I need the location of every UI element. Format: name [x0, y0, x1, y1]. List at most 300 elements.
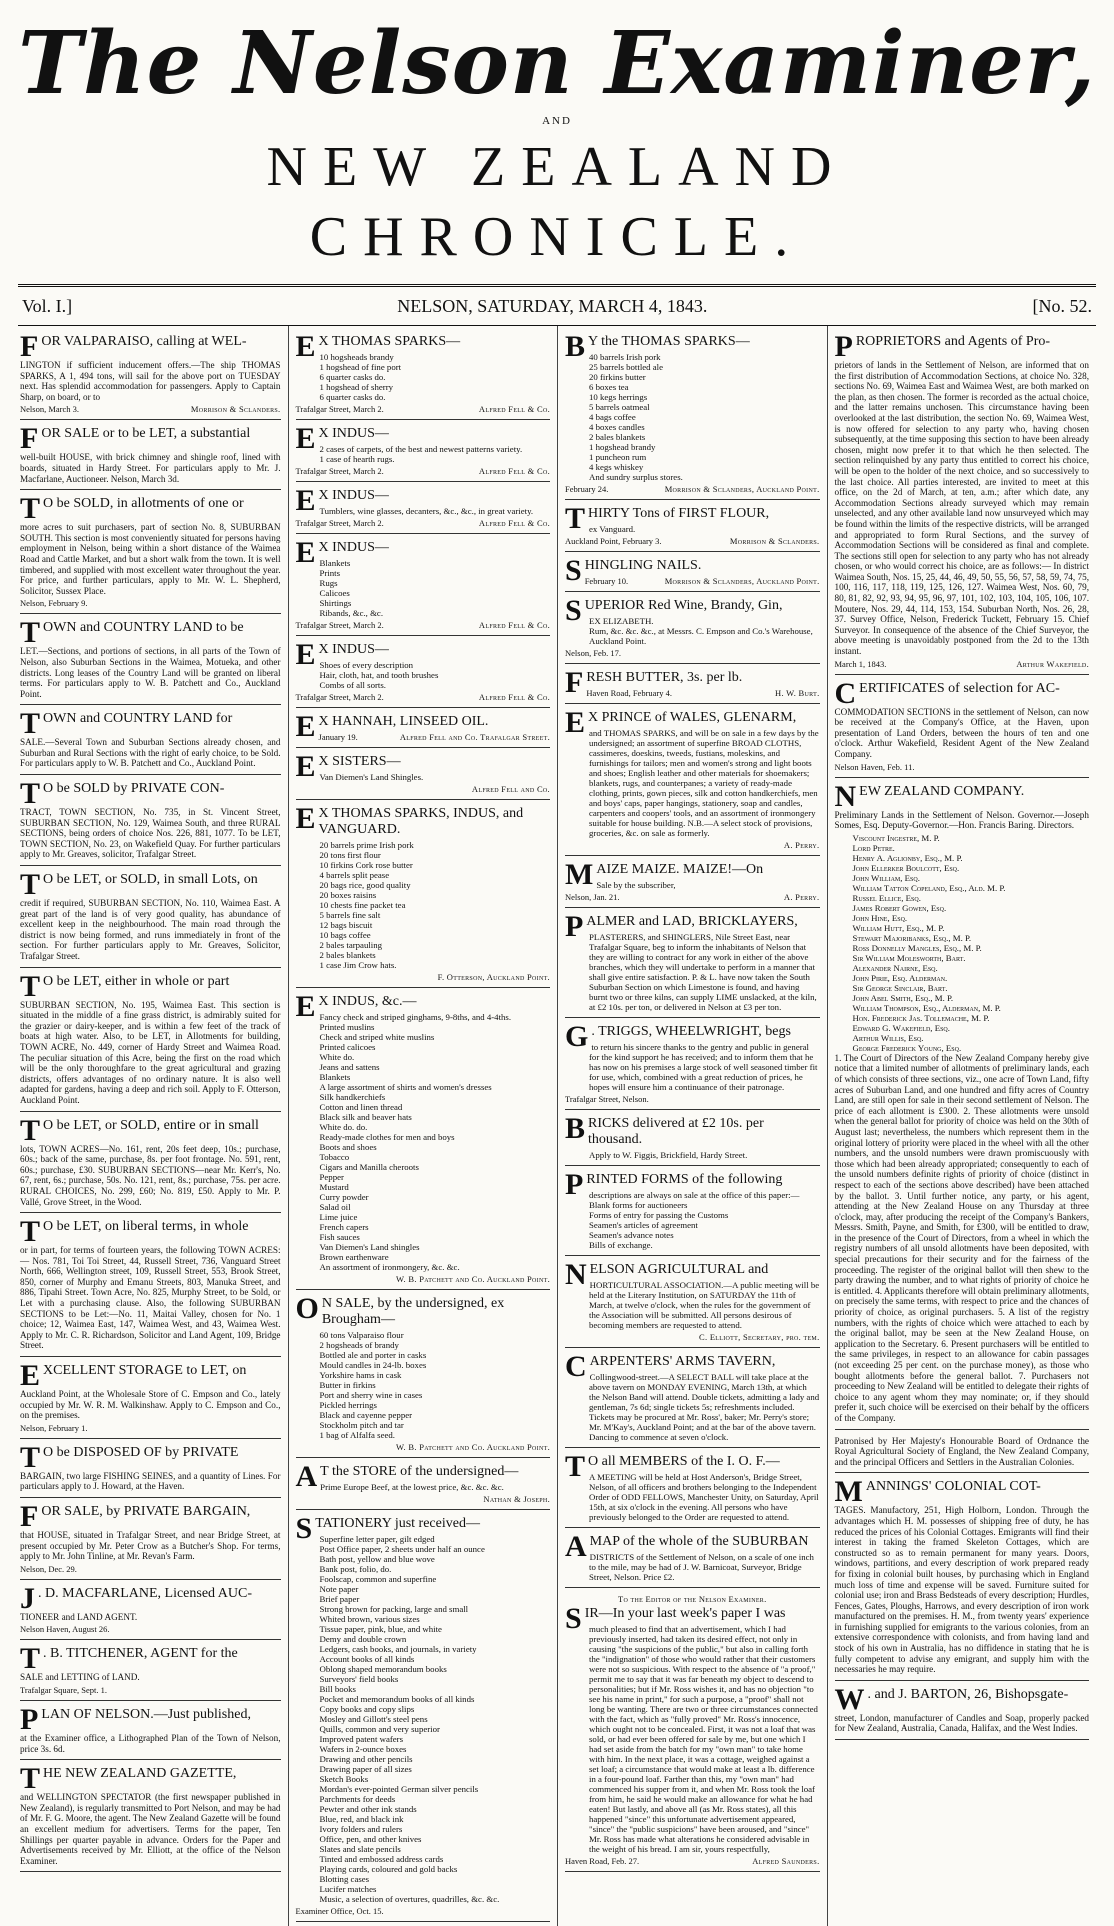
advertisement: [20, 709, 281, 775]
signature-place: Haven Road, February 4.: [586, 688, 673, 698]
director-name: Sir William Molesworth, Bart.: [852, 952, 966, 963]
advert-signature: [296, 620, 551, 630]
heading-text: HE NEW ZEALAND GAZETTE,: [43, 1766, 237, 1782]
list-item: 1 case of hearth rugs.: [319, 454, 395, 464]
list-item: Mordan's ever-pointed German silver pencils: [319, 1784, 479, 1794]
list-item: Pocket and memorandum books of all kinds: [319, 1694, 475, 1704]
advert-heading: [834, 676, 1090, 710]
advert-heading: [834, 330, 1090, 363]
list-item: 2 bales blankets: [319, 950, 376, 960]
list-item: 4 boxes candles: [589, 422, 645, 432]
signature-name: Alfred Fell & Co.: [478, 404, 550, 414]
list-item: Tobacco: [319, 1152, 350, 1162]
heading-text: OR VALPARAISO, calling at WEL-: [41, 334, 247, 349]
signature-place: Examiner Office, Oct. 15.: [295, 1906, 384, 1916]
list-item: Yorkshire hams in cask: [319, 1370, 402, 1380]
list-item: Calicoes: [319, 588, 350, 598]
advertisement: [565, 1170, 820, 1256]
list-item: Bills of exchange.: [589, 1240, 653, 1250]
newspaper-title: The Nelson Examiner,: [18, 13, 1096, 114]
list-item: 1 puncheon rum: [589, 452, 647, 462]
signature-name: Arthur Wakefield.: [1016, 658, 1089, 669]
signature-name: A. Perry.: [783, 840, 820, 850]
list-item: to return his sincere thanks to the gentry and public in general for the kind support he has received; and to inform them that he has now on his premises a large stock of well seasoned timber fit for use, which, combined with a great reduction of prices, he hopes will ensure him a continuance of their patronage.: [589, 1042, 818, 1092]
advert-body: COMMODATION SECTIONS in the settlement of Nelson, can now be received at the Company's Office, at the Haven, upon presentation of Land Orders, between the hours of ten and one o'clock. Arthur Wakefield, Resident Agent of the New Zealand Company.: [834, 706, 1089, 759]
drop-capital: A: [565, 1530, 587, 1563]
signature-place: Nelson, Jan. 21.: [565, 892, 620, 902]
list-item: 25 barrels bottled ale: [589, 362, 664, 372]
list-item: PLASTERERS, and SHINGLERS, Nile Street East, near Trafalgar Square, beg to inform the inhabitants of Nelson that they are willing to contract for any work in either of the above branches, which they will undertake to perform in a manner that shall give entire satisfaction. P. & L. have now taken the South Suburban Section on which Limestone is found, and having burnt two or three kilns, can supply LIME unslacked, at the kiln, at £2 10s. per ton, or delivered in Nelson at £3 per ton.: [589, 932, 817, 1012]
advert-heading: [20, 616, 281, 650]
list-item: Playing cards, coloured and gold backs: [319, 1864, 458, 1874]
advert-body: Preliminary Lands in the Settlement of Nelson. Governor.—Joseph Somes, Esq. Deputy-Governor.—Hon. Francis Baring. Directors.: [834, 809, 1089, 831]
heading-text: X INDUS—: [318, 426, 389, 441]
list-item: Surveyors' field books: [319, 1674, 399, 1684]
advertisement: [20, 969, 281, 1112]
list-item: Improved patent wafers: [319, 1734, 404, 1744]
list-item: French capers: [319, 1222, 369, 1232]
heading-text: ARPENTERS' ARMS TAVERN,: [589, 1354, 776, 1369]
director-name: William Tatton Copeland, Esq., Ald. M. P.: [852, 882, 1006, 893]
list-item: Van Diemen's Land Shingles.: [319, 772, 424, 782]
director-name: John Abel Smith, Esq., M. P.: [852, 992, 954, 1003]
heading-text: OWN and COUNTRY LAND for: [43, 711, 233, 727]
advertisement: [835, 1434, 1090, 1474]
heading-text: X INDUS—: [318, 488, 389, 503]
drop-capital: T: [20, 492, 41, 526]
advertisement: [20, 618, 281, 705]
heading-text: X HANNAH, LINSEED OIL.: [318, 714, 489, 729]
signature-place: Trafalgar Street, March 2.: [295, 404, 384, 414]
drop-capital: B: [565, 330, 586, 363]
advertisement: [565, 912, 820, 1018]
drop-capital: E: [295, 422, 316, 455]
advert-heading: [20, 1215, 281, 1249]
advert-heading: [20, 1359, 281, 1393]
list-item: Tissue paper, pink, blue, and white: [319, 1624, 442, 1634]
drop-capital: E: [295, 750, 316, 783]
heading-text: ANNINGS' COLONIAL COT-: [865, 1479, 1041, 1495]
list-item: Ribands, &c., &c.: [319, 608, 384, 618]
advert-signature: [296, 1494, 551, 1504]
list-item: Bank post, folio, do.: [319, 1564, 392, 1574]
advert-signature: [565, 892, 820, 902]
advert-heading: [565, 910, 820, 943]
drop-capital: E: [565, 706, 586, 739]
heading-text: OWN and COUNTRY LAND to be: [43, 620, 244, 636]
list-item: 4 bags coffee: [589, 412, 636, 422]
list-item: Rum, &c. &c. &c., at Messrs. C. Empson and Co.'s Warehouse, Auckland Point.: [589, 626, 813, 646]
advert-body: and WELLINGTON SPECTATOR (the first newspaper published in New Zealand), is regularly transmitted to Port Nelson, and may be had of Mr. F. G. Moore, the agent. The New Zealand Gazette will be found an excellent medium for advertisers. Terms for the paper, Ten Shillings per quarter payable in advance. Orders for the Paper and Advertisements received by Mr. Elliott, at the office of the Nelson Examiner.: [20, 1792, 281, 1866]
list-item: Cotton and linen thread: [319, 1102, 403, 1112]
advertisement: [20, 1644, 281, 1701]
heading-text: O be SOLD, in allotments of one or: [43, 496, 244, 512]
director-name: Viscount Ingestre, M. P.: [852, 832, 940, 843]
list-item: 60 tons Valparaiso flour: [319, 1330, 404, 1340]
list-item: And sundry surplus stores.: [589, 472, 683, 482]
list-item: Lucifer matches: [319, 1884, 377, 1894]
advert-heading: [20, 1642, 281, 1676]
list-item: An assortment of ironmongery, &c. &c.: [319, 1262, 460, 1272]
advertisement: [20, 1440, 281, 1498]
list-item: 10 kegs herrings: [589, 392, 648, 402]
list-item: 6 quarter casks do.: [319, 392, 386, 402]
advert-body: TRACT, TOWN SECTION, No. 735, in St. Vincent Street, SUBURBAN SECTION, No. 129, Waimea South, and three RURAL SECTIONS, being orders of choice Nos. 226, 881, 1077. To be LET, TOWN SECTION, No. 23, on Wakefield Quay. For further particulars apply to Mr. Greaves, solicitor, Trafalgar Street.: [20, 807, 281, 860]
list-item: ex Vanguard.: [589, 524, 636, 534]
newspaper-subtitle: NEW ZEALAND CHRONICLE.: [266, 136, 848, 268]
masthead-and: AND: [542, 115, 572, 127]
list-item: Black and cayenne pepper: [319, 1410, 413, 1420]
advert-signature: [565, 1332, 820, 1342]
advertisement: [834, 676, 1090, 778]
drop-capital: E: [295, 330, 316, 363]
drop-capital: T: [20, 1762, 41, 1796]
drop-capital: E: [295, 990, 316, 1023]
signature-name: Alfred Fell and Co. Trafalgar Street.: [399, 732, 550, 742]
heading-text: RINTED FORMS of the following: [586, 1172, 783, 1187]
list-item: Drawing paper of all sizes: [319, 1764, 412, 1774]
advert-signature: [565, 648, 820, 658]
drop-capital: P: [20, 1702, 39, 1736]
heading-text: OR SALE, by PRIVATE BARGAIN,: [41, 1504, 251, 1519]
advert-signature: [296, 404, 551, 414]
advertisement: [20, 494, 281, 614]
item-list: [320, 352, 551, 402]
director-name: George Frederick Young, Esq.: [852, 1042, 962, 1053]
column-1: [18, 326, 288, 1926]
advertisement: [296, 712, 551, 748]
drop-capital: P: [565, 910, 584, 943]
advertisement: [296, 752, 551, 800]
list-item: Copy books and copy slips: [319, 1704, 415, 1714]
advert-heading: [20, 777, 281, 811]
list-item: Slates and slate pencils: [319, 1844, 401, 1854]
director-name: Sir George Sinclair, Bart.: [852, 982, 948, 993]
list-item: White do. do.: [319, 1122, 368, 1132]
list-item: 5 barrels oatmeal: [589, 402, 650, 412]
advert-heading: [565, 1530, 820, 1563]
list-item: Apply to W. Figgis, Brickfield, Hardy Street.: [589, 1150, 748, 1160]
director-name: Edward G. Wakefield, Esq.: [852, 1022, 950, 1033]
drop-capital: G: [565, 1020, 589, 1053]
list-item: 5 barrels fine salt: [319, 910, 381, 920]
article-columns: [18, 325, 1096, 1916]
list-item: Whited brown, various sizes: [319, 1614, 420, 1624]
signature-place: Haven Road, Feb. 27.: [565, 1856, 640, 1866]
list-item: 20 bags rice, good quality: [319, 880, 411, 890]
advert-body: street, London, manufacturer of Candles and Soap, properly packed for New Zealand, Australia, Canada, Halifax, and the West Indies.: [834, 1712, 1089, 1734]
advertisement: [20, 870, 281, 968]
advert-signature: [20, 1564, 281, 1574]
advert-heading: [20, 1500, 281, 1533]
list-item: Pickled herrings: [319, 1400, 377, 1410]
signature-name: Alfred Fell & Co.: [478, 466, 550, 476]
list-item: 10 bags coffee: [319, 930, 371, 940]
heading-text: X THOMAS SPARKS, INDUS, and VANGUARD.: [318, 806, 524, 837]
heading-text: O be LET, on liberal terms, in whole: [43, 1219, 249, 1235]
list-item: Shirtings: [319, 598, 352, 608]
list-item: Drawing and other pencils: [319, 1754, 413, 1764]
signature-place: March 1, 1843.: [834, 658, 887, 669]
advertisement: [565, 1114, 820, 1166]
advertisement: [565, 1532, 820, 1588]
list-item: Bill books: [319, 1684, 356, 1694]
director-name: Alexander Nairne, Esq.: [852, 962, 938, 973]
advert-signature: [296, 518, 551, 528]
advertisement: [296, 640, 551, 708]
drop-capital: N: [834, 779, 857, 813]
list-item: Jeans and sattens: [319, 1062, 380, 1072]
advertisement: [296, 1294, 551, 1458]
advertisement: [565, 332, 820, 500]
list-item: Wafers in 2-ounce boxes: [319, 1744, 407, 1754]
advert-heading: [20, 422, 281, 456]
advert-body: BARGAIN, two large FISHING SEINES, and a quantity of Lines. For particulars apply to J. Howard, at the Haven.: [20, 1470, 281, 1492]
director-name: Ross Donnelly Mangles, Esq., M. P.: [852, 942, 982, 953]
list-item: A MEETING will be held at Host Anderson's, Bridge Street, Nelson, of all officers and brothers belonging to the Independent Order of ODD FELLOWS, Manchester Unity, on Saturday, April 15th, at six o'clock in the evening. All persons who have previously belonged to the Order are requested to attend.: [589, 1472, 819, 1522]
advertisement: [20, 424, 281, 490]
drop-capital: O: [295, 1292, 319, 1325]
signature-name: Morrison & Sclanders, Auckland Point.: [664, 576, 820, 586]
advert-signature: [20, 404, 281, 414]
signature-name: Alfred Fell & Co.: [478, 692, 550, 702]
advert-heading: [20, 330, 281, 363]
volume-label: Vol. I.]: [22, 295, 73, 316]
signature-name: Alfred Fell & Co.: [478, 620, 550, 630]
list-item: Strong brown for packing, large and small: [319, 1604, 469, 1614]
list-item: 6 quarter casks do.: [319, 372, 386, 382]
advert-heading: [565, 1350, 820, 1383]
heading-text: O be LET, or SOLD, entire or in small: [43, 1117, 259, 1133]
advert-body: that HOUSE, situated in Trafalgar Street, and near Bridge Street, at present occupied by Mr. Peter Crow as a Butcher's Shop. For terms, apply to Mr. John Tinline, at Mr. Revan's Farm.: [20, 1530, 281, 1562]
advert-body: more acres to suit purchasers, part of section No. 8, SUBURBAN SOUTH. This section is most conveniently situated for persons having employment in Nelson, being within a short distance of the Waimea Road and Cattle Market, and but a short walk from the town. It is well timbered, and supplied with most excellent water throughout the year. For price, and further particulars, apply to Mr. W. L. Shepherd, Solicitor, Sussex Place.: [20, 522, 281, 596]
list-item: 12 bags biscuit: [319, 920, 373, 930]
drop-capital: P: [565, 1168, 584, 1201]
list-item: Rugs: [319, 578, 338, 588]
signature-place: Nelson, Feb. 17.: [565, 648, 621, 658]
director-name: John Pirie, Esq. Alderman.: [852, 972, 948, 983]
item-list: [589, 932, 820, 1012]
advert-signature: [565, 1094, 820, 1104]
advert-heading: [20, 1113, 281, 1147]
list-item: 20 boxes raisins: [319, 890, 377, 900]
advert-body: or in part, for terms of fourteen years, the following TOWN ACRES:— Nos. 781, Toi Toi Street, 44, Russell Street, 736, Vanguard Street North, 666, Wellington street, 109, Russell Street, 553, Brook Street, 850, corner of Murphy and Emanu Streets, 803, Manuka Street, and 886, Tipahi Street. Town Acre, No. 825, Murphy Street, to be Sold, or Let with a purchasing clause. Also, the following SUBURBAN SECTIONS to be Let:—No. 11, Maitai Valley, chosen for No. 1 choice; 12, Waimea East, 147, Waimea West, and 43, Waimea West. Apply to Mr. C. R. Richardson, Solicitor and Land Agent, 109, Bridge Street.: [20, 1245, 281, 1351]
advert-heading: [20, 1762, 281, 1796]
director-name: William Hutt, Esq., M. P.: [852, 922, 945, 933]
list-item: Van Diemen's Land shingles: [319, 1242, 420, 1252]
drop-capital: A: [295, 1460, 318, 1493]
advert-heading: [565, 1020, 820, 1053]
list-item: Blankets: [319, 1072, 351, 1082]
director-name: Hon. Frederick Jas. Tollemache, M. P.: [852, 1012, 990, 1023]
advert-signature: [565, 1856, 820, 1866]
list-item: much pleased to find that an advertisement, which I had previously inserted, had taken its desired effect, not only in causing "the suspicions of the public," but also in calling forth the "indignation" of those who would rather that their customers were not so suspicious. With respect to the absence of "a proof," permit me to say that it was far beneath my object to descend to personalities; but if Mr. Ross wishes it, and has no objection "to see his name in print," for such a purpose, a "proof" shall not long be wanting. There are two or three circumstances connected with the fact, which as "fully proved" Mr. Ross's innocence, which ought not to be concealed. First, it was not a loaf that was sold, or had ever been offered for sale by me, but one which I had set aside from the batch for my "own man" to take home with him. In the next place, it was a cottage, weighed against a set loaf; a circumstance that would make at least a lb. difference in a four-pound loaf. Farther than this, my "own man" had commenced his supper from it, and when Mr. Ross took the loaf from him, he said he would make an allowance for what he had eaten! But lastly, and above all (as Mr. Ross states), all this happened "since" this unfortunate advertisement appeared, "since" the "public suspicions" have been aroused, and "since" Mr. Ross has made what alterations he considered advisable in the weight of his bread. I am sir, yours respectfully,: [589, 1624, 818, 1854]
signature-name: H. W. Burt.: [775, 688, 820, 698]
advert-signature: [296, 466, 551, 476]
advertisement: [835, 332, 1090, 675]
drop-capital: P: [834, 330, 853, 363]
item-list: [320, 840, 551, 970]
list-item: 4 kegs whiskey: [589, 462, 644, 472]
list-item: 1 hogshead of sherry: [319, 382, 394, 392]
drop-capital: C: [834, 676, 857, 710]
advert-heading: [834, 1475, 1090, 1509]
heading-text: X INDUS—: [318, 642, 389, 657]
list-item: Butter in firkins: [319, 1380, 376, 1390]
signature-name: A. Perry.: [783, 892, 820, 902]
drop-capital: T: [20, 1642, 41, 1676]
list-item: 40 barrels Irish pork: [589, 352, 661, 362]
advert-signature: [319, 732, 550, 742]
advertisement: [296, 1514, 551, 1922]
drop-capital: B: [565, 1112, 586, 1145]
drop-capital: T: [20, 969, 41, 1003]
list-item: Shoes of every description: [319, 660, 414, 670]
advert-signature: [296, 1906, 551, 1916]
heading-text: XCELLENT STORAGE to LET, on: [43, 1363, 247, 1379]
signature-name: Alfred Fell and Co.: [471, 784, 550, 794]
drop-capital: M: [834, 1475, 863, 1509]
advertisement: [565, 668, 820, 704]
heading-text: RESH BUTTER, 3s. per lb.: [586, 670, 743, 685]
heading-text: O all MEMBERS of the I. O. F.—: [588, 1454, 780, 1469]
list-item: Quills, common and very superior: [319, 1724, 440, 1734]
advert-body: TAGES. Manufactory, 251, High Holborn, London. Through the advantages which H. M. possesses of shipping free of duty, he has reduced the prices of his Colonial Cottages. Emigrants will find their interest in taking the framed Skeleton Cottages, which are constructed so as to remain permanent for many years. Doors, windows, partitions, and every description of work prepared ready for fixing in colonial built houses, by purchasing which in England much loss of time and expense will be saved. Furniture suited for colonial use; iron and Brass Bedsteads of every description; Hurdles, Fences, Gates, Ploughs, Harrows, and every description of iron work manufactured on the premises. H. M., from twenty years' experience in furnishing supplied for emigrants to the various colonies, from an extensive correspondence with colonists, and from having land and stock of his own in Australia, has no diffidence in stating that he is fully competent to advise any emigrant, and supply him with the necessaries he may require.: [834, 1505, 1089, 1675]
advert-signature: [20, 1423, 281, 1433]
issue-date: NELSON, SATURDAY, MARCH 4, 1843.: [397, 295, 708, 316]
heading-text: ROPRIETORS and Agents of Pro-: [855, 334, 1051, 349]
signature-name: Alfred Saunders.: [752, 1856, 820, 1866]
list-item: Lime juice: [319, 1212, 358, 1222]
drop-capital: F: [20, 330, 39, 363]
list-item: Superfine letter paper, gilt edged: [319, 1534, 435, 1544]
list-item: 1 case Jim Crow hats.: [319, 960, 397, 970]
heading-text: HINGLING NAILS.: [584, 558, 702, 573]
drop-capital: T: [20, 1215, 41, 1249]
list-item: Brief paper: [319, 1594, 360, 1604]
item-list: [589, 728, 820, 838]
list-item: Fish sauces: [319, 1232, 360, 1242]
list-item: 6 boxes tea: [589, 382, 629, 392]
signature-place: Nelson, Dec. 29.: [20, 1563, 77, 1574]
drop-capital: F: [20, 1500, 39, 1533]
signature-name: C. Elliott, Secretary, pro. tem.: [699, 1332, 820, 1342]
list-item: Salad oil: [319, 1202, 351, 1212]
list-item: descriptions are always on sale at the office of this paper:—: [589, 1190, 800, 1200]
advert-heading: [565, 1258, 820, 1291]
advert-body: Auckland Point, at the Wholesale Store of C. Empson and Co., lately occupied by Mr. W. R. M. Walkinshaw. Apply to C. Empson and Co., on the premises.: [20, 1389, 281, 1421]
advertisement: [20, 1361, 281, 1439]
masthead: [18, 0, 1096, 272]
column-2: [288, 326, 558, 1926]
advertisement: [565, 1452, 820, 1528]
drop-capital: T: [20, 777, 41, 811]
signature-place: Trafalgar Street, March 2.: [295, 466, 384, 476]
advertisement: [565, 708, 820, 856]
list-item: 2 cases of carpets, of the best and newest patterns variety.: [319, 444, 523, 454]
signature-place: Nelson Haven, August 26.: [20, 1624, 110, 1635]
list-item: 1 bag of Alfalfa seed.: [319, 1430, 395, 1440]
heading-text: AIZE MAIZE. MAIZE!—On: [596, 862, 764, 877]
advertisement: [565, 1260, 820, 1348]
item-list: [589, 1150, 820, 1160]
heading-text: O be SOLD by PRIVATE CON-: [43, 781, 225, 797]
advert-body-continued: 1. The Court of Directors of the New Zealand Company hereby give notice that a limited number of allotments of preliminary lands, each of which consists of three sections, viz., one acre of Town Land, fifty acres of Suburban Land, and one hundred and fifty acres of Country Land, are still open for sale in their second settlement of Nelson. The price of each allotment is £300. 2. These allotments were unsold when the general ballot for priority of choice was held on the 30th of August last; nevertheless, the numbers which represent them in the original lottery of priority were placed in the wheel with all the other numbers, and the unsold numbers were drawn promiscuously with those which had been already appropriated; consequently to each of the unsold numbers definite rights of priority of choice (distinct in respect to each of the sections above described) have been attached by the ballot. 3. Until further notice, any party, or his agent, attending at the New Zealand House on any Thursday at three o'clock, may, after producing the receipt of the Company's Bankers, Messrs. Smith, Payne, and Smith, for £300, will be entitled to draw, in the presence of the Court of Directors, from a wheel in which the registry numbers of all unsold allotments have been deposited, with special precautions for their security and for the fairness of the proceeding. The register of the original ballot will then shew to the party drawing the number, and to what rights of priority of choice he is entitled. 4. Applicants therefore will obtain preliminary allotments, on precisely the same terms, with respect to price and the chances of priority of choice, as original purchasers. 5. A list of the registry numbers, with the rights of choice which were attached to each by the original ballot, may be seen at the New Zealand House, on application to the Secretary. 6. Present purchasers will be entitled to the same privileges, in respect to an allowance for cabin passages (not exceeding 25 per cent. on the purchase money), as those who bought allotments before the general ballot. 7. Purchasers not proceeding to New Zealand will be entitled to delegate their rights of choice to any agent whom they may nominate; or, if they should prefer it, such choice will be exercised on their behalf by the officers of the Company.: [834, 1052, 1089, 1423]
item-list: [320, 1482, 551, 1492]
list-item: Prime Europe Beef, at the lowest price, &c. &c. &c.: [320, 1482, 504, 1492]
item-list: [320, 1012, 551, 1272]
directors-list: [853, 833, 1090, 1053]
list-item: Blankets: [319, 558, 351, 568]
heading-text: EW ZEALAND COMPANY.: [859, 783, 1025, 799]
signature-place: January 19.: [318, 732, 358, 742]
drop-capital: T: [20, 1113, 41, 1147]
advertisement: [296, 486, 551, 534]
advert-heading: [834, 1682, 1090, 1716]
advertisement: [296, 424, 551, 482]
signature-name: Morrison & Sclanders.: [729, 536, 820, 546]
list-item: Check and striped white muslins: [319, 1032, 435, 1042]
advertisement: [20, 1113, 281, 1214]
signature-name: W. B. Patchett and Co. Auckland Point.: [395, 1442, 550, 1452]
advertisement: [20, 1581, 281, 1641]
drop-capital: S: [565, 554, 582, 587]
drop-capital: S: [565, 1602, 582, 1635]
item-list: [589, 1472, 820, 1522]
advert-body: LET.—Sections, and portions of sections, in all parts of the Town of Nelson, also Suburban Sections in the Waimea, Motueka, and other districts. Long leases of the Country Land will be granted on liberal terms. For particulars apply to W. B. Patchett and Co., Auckland Point.: [20, 646, 281, 699]
advert-body: SUBURBAN SECTION, No. 195, Waimea East. This section is situated in the middle of a fine grass district, is admirably suited for the grazier or dairy-keeper, and is within a few feet of the track of boats at high water. Also, to be LET, in Allotments for building, TOWN ACRE, No. 449, corner of Hardy Street and Waimea Road. The peculiar situation of this Acre, being the first on the road which will be the only thoroughfare to the great agricultural and grazing districts, offers advantages of no ordinary nature. It is also well adapted for gardens, having a deep and rich soil. Apply to F. Otterson, Auckland Point.: [20, 999, 281, 1105]
advert-heading: [20, 969, 281, 1003]
list-item: Office, pen, and other knives: [319, 1834, 422, 1844]
list-item: Post Office paper, 2 sheets under half an ounce: [319, 1544, 485, 1554]
advert-signature: [20, 1624, 281, 1634]
advertisement: [565, 1592, 820, 1872]
item-list: [589, 352, 820, 482]
list-item: 20 firkins butter: [589, 372, 646, 382]
list-item: 1 hogshead of fine port: [319, 362, 402, 372]
list-item: Tumblers, wine glasses, decanters, &c., &c., in great variety.: [319, 506, 534, 516]
list-item: Blue, red, and black ink: [319, 1814, 404, 1824]
heading-text: Y the THOMAS SPARKS—: [588, 334, 750, 349]
drop-capital: M: [565, 858, 594, 891]
advert-signature: [565, 484, 820, 494]
list-item: Note paper: [319, 1584, 359, 1594]
signature-place: Nelson, February 9.: [20, 598, 88, 609]
signature-place: Trafalgar Street, March 2.: [295, 620, 384, 630]
heading-text: X INDUS—: [318, 540, 389, 555]
drop-capital: E: [295, 484, 316, 517]
advert-signature: [565, 840, 820, 850]
drop-capital: E: [295, 802, 316, 835]
item-list: [589, 1280, 820, 1330]
list-item: 2 bales blankets: [589, 432, 646, 442]
heading-text: MAP of the whole of the SUBURBAN: [589, 1534, 809, 1549]
advert-heading: [20, 868, 281, 902]
advertisement: [20, 1702, 281, 1760]
signature-name: Alfred Fell & Co.: [478, 518, 550, 528]
director-name: William Thompson, Esq., Alderman, M. P.: [852, 1002, 1001, 1013]
advertisement: [20, 1217, 281, 1357]
advert-heading: [295, 1292, 551, 1328]
advert-heading: [20, 1702, 281, 1736]
signature-name: Morrison & Sclanders.: [190, 404, 281, 415]
heading-text: LAN OF NELSON.—Just published,: [41, 1706, 251, 1722]
advert-signature: [296, 692, 551, 702]
advert-signature: [565, 536, 820, 546]
signature-name: F. Otterson, Auckland Point.: [437, 972, 550, 982]
item-list: [320, 660, 551, 690]
drop-capital: S: [295, 1512, 313, 1545]
